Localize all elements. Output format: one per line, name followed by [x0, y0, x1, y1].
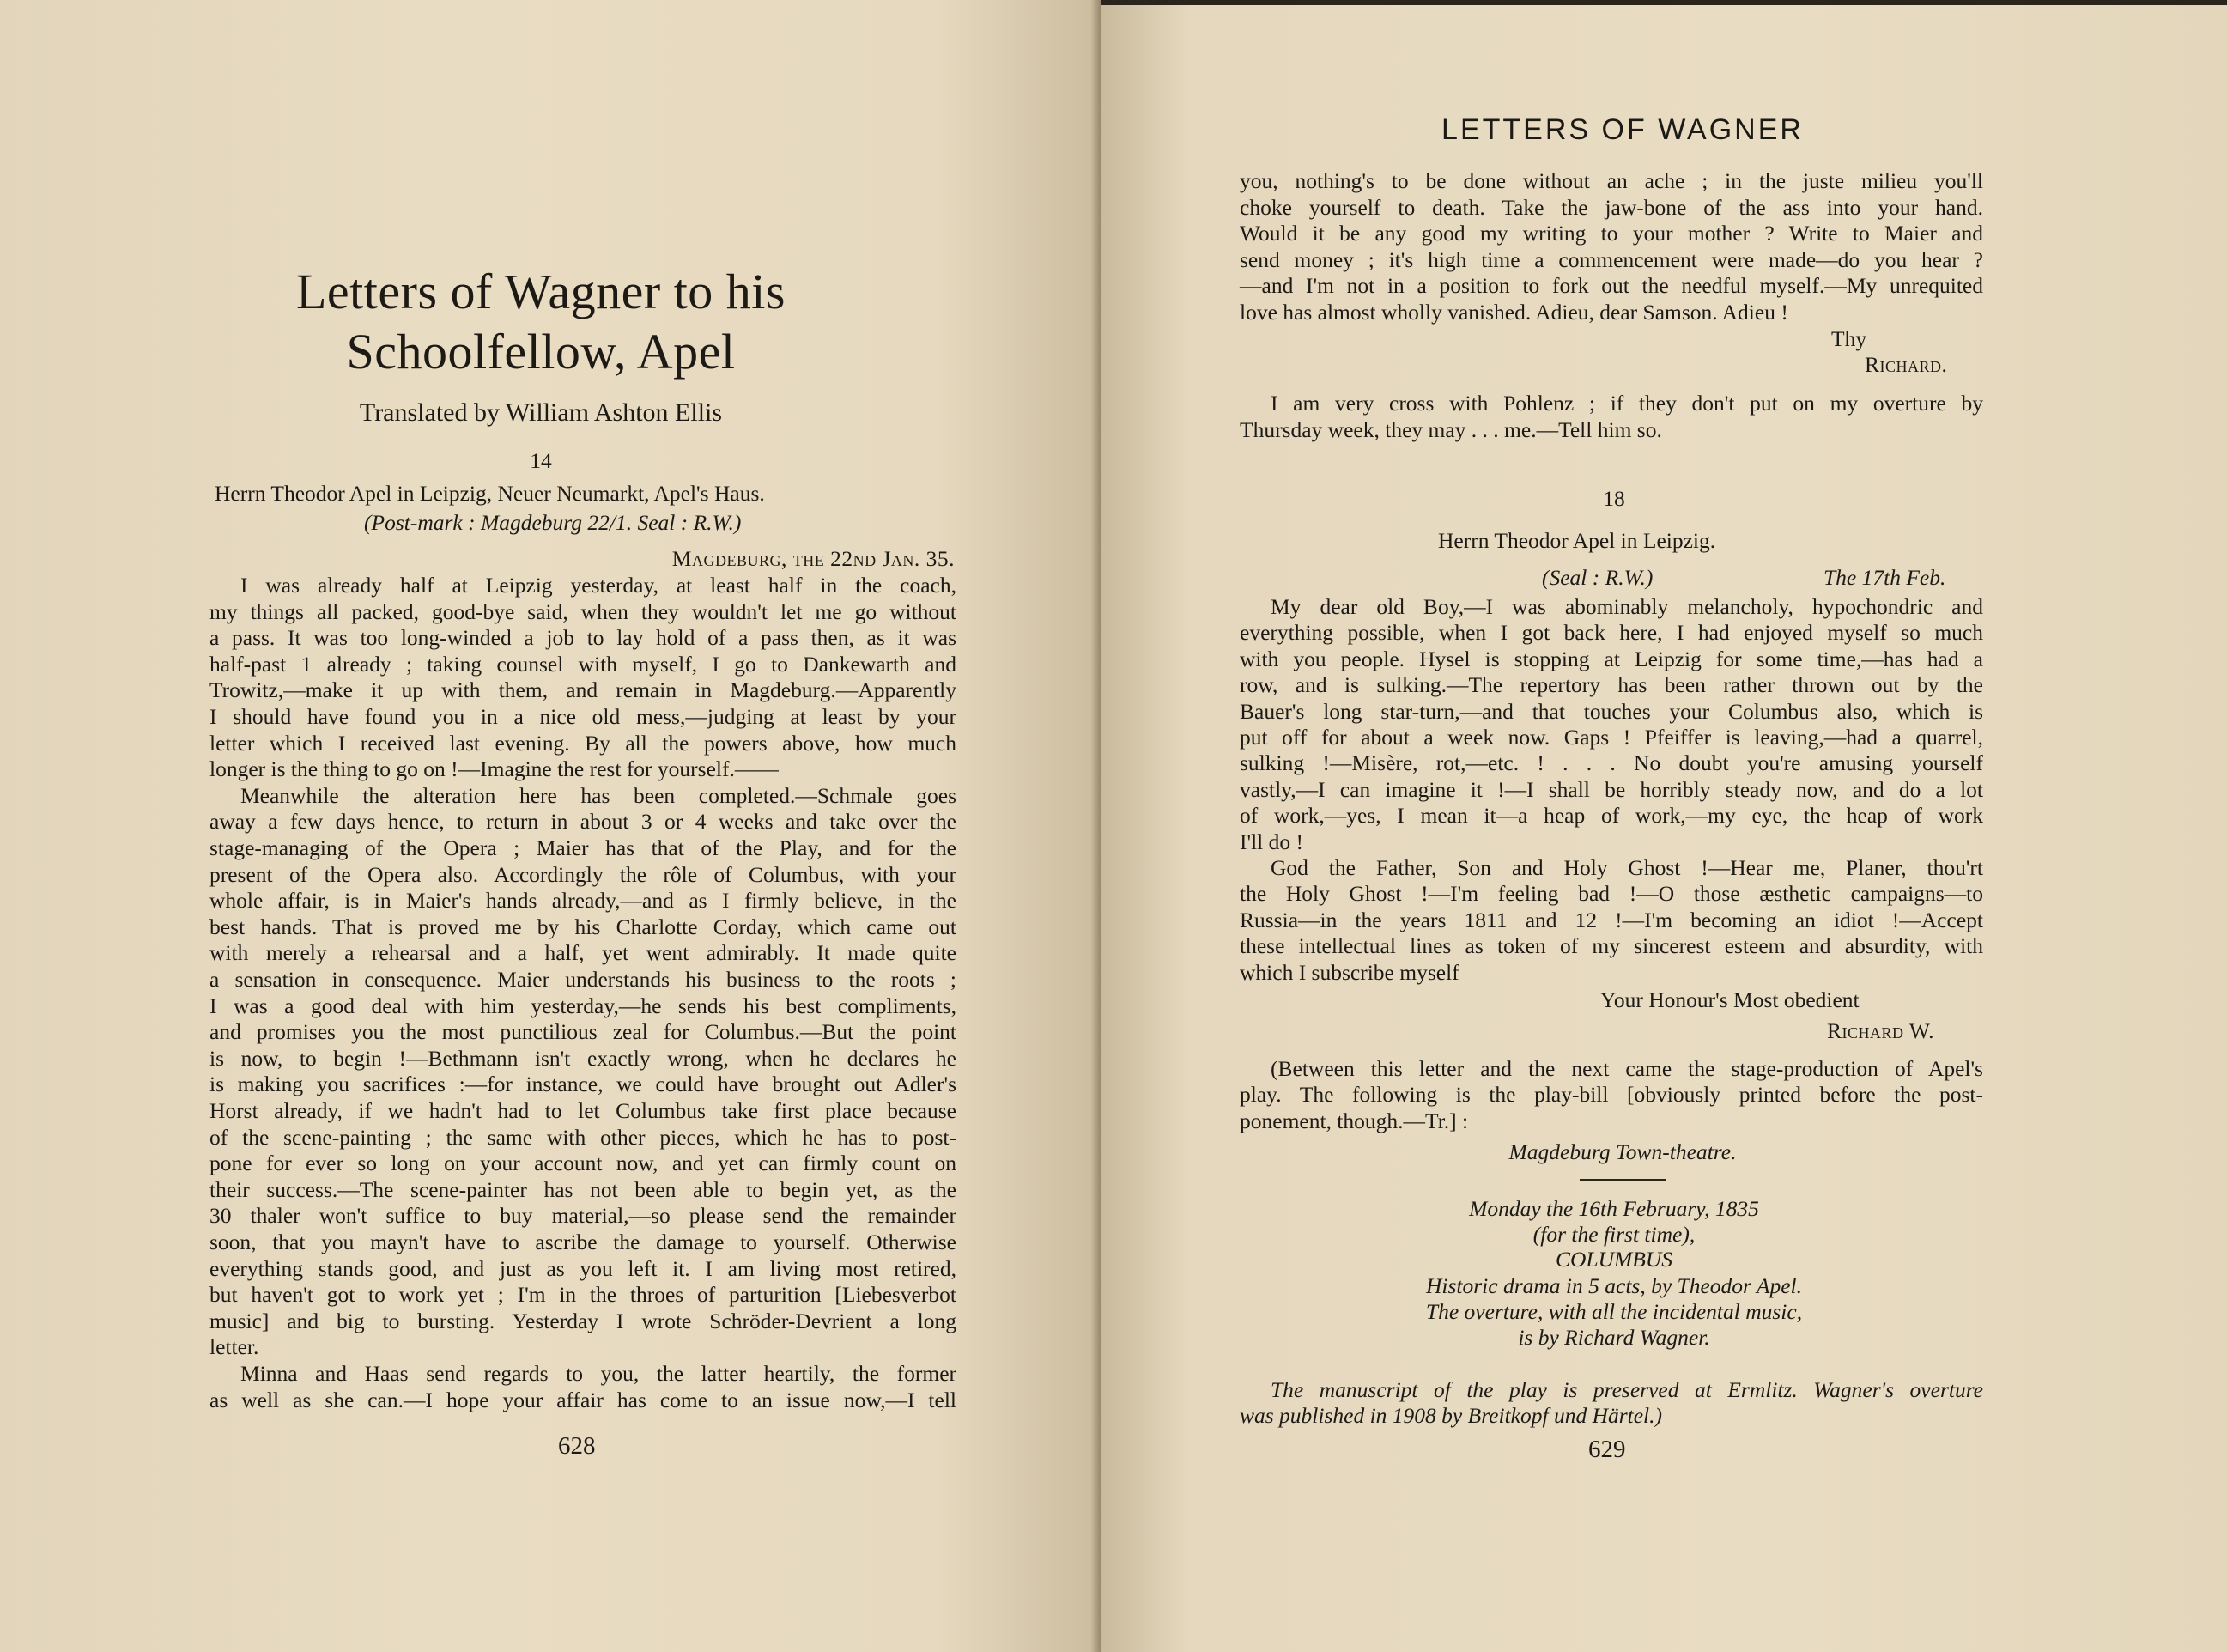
body-line: send money ; it's high time a commencement were made—do you hear ? [1240, 246, 1983, 272]
playbill-description: Historic drama in 5 acts, by Theodor Apel. [1426, 1273, 1802, 1298]
body-line: soon, that you mayn't have to ascribe the damage to yourself. Otherwise [209, 1230, 956, 1254]
letter-line: which I subscribe myself [1240, 959, 1459, 985]
postscript-line: Thursday week, they may . . . me.—Tell him so. [1240, 416, 1662, 442]
body-line: choke yourself to death. Take the jaw-bone of the ass into your hand. [1240, 194, 1983, 220]
body-line: Horst already, if we hadn't had to let Columbus take first place because [209, 1098, 956, 1123]
playbill-composer: is by Richard Wagner. [1518, 1325, 1710, 1350]
closing-obedient: Your Honour's Most obedient [1600, 987, 1860, 1012]
place-date: Magdeburg, the 22nd Jan. 35. [671, 546, 955, 571]
body-line: letter. [209, 1334, 259, 1360]
letter-line: God the Father, Son and Holy Ghost !—Hear me, Planer, thou'rt [1271, 855, 1983, 880]
body-line: present of the Opera also. Accordingly the rôle of Columbus, with your [209, 861, 956, 887]
body-line: half-past 1 already ; taking counsel with myself, I go to Dankewarth and [209, 651, 956, 677]
body-line: a pass. It was too long-winded a job to lay hold of a pass then, as it was [209, 625, 956, 651]
body-line: everything stands good, and just as you left it. I am living most retired, [209, 1255, 956, 1281]
letter-line: I'll do ! [1240, 829, 1303, 854]
body-line: you, nothing's to be done without an ache ; in the juste milieu you'll [1240, 168, 1983, 193]
letter-line: sulking !—Misère, rot,—etc. ! . . . No doubt you're amusing yourself [1240, 750, 1983, 776]
postscript-line: I am very cross with Pohlenz ; if they don't put on my overture by [1271, 391, 1983, 416]
postmark-note: (Post-mark : Magdeburg 22/1. Seal : R.W.) [364, 510, 742, 535]
title-line-2: Schoolfellow, Apel [346, 324, 736, 380]
closing-thy: Thy [1831, 326, 1867, 351]
body-line: their success.—The scene-painter has not been able to begin yet, as the [209, 1176, 956, 1202]
body-line: love has almost wholly vanished. Adieu, dear Samson. Adieu ! [1240, 300, 1788, 325]
title-line-1: Letters of Wagner to his [296, 264, 786, 319]
signature-richard: Richard. [1865, 352, 1948, 377]
letter-addressee: Herrn Theodor Apel in Leipzig, Neuer Neumarkt, Apel's Haus. [215, 481, 765, 506]
letter-line: put off for about a week now. Gaps ! Pfeiffer is leaving,—had a quarrel, [1240, 725, 1983, 750]
closing-note-line: was published in 1908 by Breitkopf und Härtel.) [1240, 1403, 1663, 1429]
playbill-overture: The overture, with all the incidental music, [1425, 1299, 1803, 1324]
body-line: away a few days hence, to return in about 3 or 4 weeks and take over the [209, 809, 956, 835]
body-line: music] and big to bursting. Yesterday I wrote Schröder-Devrient a long [209, 1308, 956, 1333]
body-line: best hands. That is proved me by his Charlotte Corday, which came out [209, 914, 956, 939]
body-line: whole affair, is in Maier's hands already,—and as I firmly believe, in the [209, 888, 956, 914]
body-line: letter which I received last evening. By all the powers above, how much [209, 730, 956, 756]
letter-addressee-18: Herrn Theodor Apel in Leipzig. [1438, 528, 1716, 553]
article-title [180, 262, 901, 382]
body-line: is now, to begin !—Bethmann isn't exactly wrong, when he declares he [209, 1045, 956, 1071]
letter-line: vastly,—I can imagine it !—I shall be horribly steady now, and do a lot [1240, 776, 1983, 802]
letter-date: The 17th Feb. [1823, 565, 1946, 590]
body-line: I was already half at Leipzig yesterday, at least half in the coach, [240, 573, 956, 598]
letter-number: 14 [530, 448, 552, 473]
body-line: Would it be any good my writing to your mother ? Write to Maier and [1240, 221, 1983, 246]
page-number-629: 629 [1588, 1436, 1626, 1463]
letter-line: My dear old Boy,—I was abominably melancholy, hypochondric and [1271, 594, 1983, 619]
letter-line: Russia—in the years 1811 and 12 !—I'm becoming an idiot !—Accept [1240, 907, 1983, 932]
seal-note: (Seal : R.W.) [1542, 565, 1654, 590]
body-line: but haven't got to work yet ; I'm in the throes of parturition [Liebesverbot [209, 1282, 956, 1308]
translator-credit: Translated by William Ashton Ellis [359, 398, 723, 427]
playbill-rule [1580, 1179, 1666, 1181]
letter-number-18: 18 [1603, 486, 1625, 511]
letter-line: the Holy Ghost !—I'm feeling bad !—O those æsthetic campaigns—to [1240, 881, 1983, 907]
body-line: is making you sacrifices :—for instance, we could have brought out Adler's [209, 1072, 956, 1097]
body-line: I should have found you in a nice old mess,—judging at least by your [209, 704, 956, 729]
playbill-date: Monday the 16th February, 1835 [1469, 1196, 1759, 1221]
letter-line: with you people. Hysel is stopping at Leipzig for some time,—has had a [1240, 646, 1983, 671]
body-line: —and I'm not in a position to fork out the needful myself.—My unrequited [1240, 273, 1983, 299]
body-line: pone for ever so long on your account now, and yet can firmly count on [209, 1151, 956, 1176]
closing-note-line: The manuscript of the play is preserved at Ermlitz. Wagner's overture [1271, 1377, 1983, 1402]
letter-line: these intellectual lines as token of my sincerest esteem and absurdity, with [1240, 933, 1983, 959]
body-line: and promises you the most punctilious zeal for Columbus.—But the point [209, 1019, 956, 1045]
body-line: my things all packed, good-bye said, when they wouldn't let me go without [209, 598, 956, 624]
body-line: stage-managing of the Opera ; Maier has that of the Play, and for the [209, 835, 956, 860]
body-line: I was a good deal with him yesterday,—he sends his best compliments, [209, 993, 956, 1018]
playbill-theatre: Magdeburg Town-theatre. [1508, 1139, 1737, 1164]
body-line: Meanwhile the alteration here has been completed.—Schmale goes [240, 782, 956, 808]
note-line: ponement, though.—Tr.] : [1240, 1108, 1469, 1133]
note-line: play. The following is the play-bill [obviously printed before the post- [1240, 1082, 1983, 1108]
playbill-first-time: (for the first time), [1532, 1222, 1696, 1247]
note-line: (Between this letter and the next came the stage-production of Apel's [1271, 1056, 1983, 1081]
letter-line: of work,—yes, I mean it—a heap of work,—my eye, the heap of work [1240, 803, 1983, 829]
playbill-title: COLUMBUS [1555, 1247, 1672, 1272]
left-page [0, 0, 1101, 1652]
body-line: longer is the thing to go on !—Imagine the rest for yourself.—— [209, 756, 779, 782]
letter-line: row, and is sulking.—The repertory has been rather thrown out by the [1240, 672, 1983, 698]
body-line: with merely a rehearsal and a half, yet went admirably. It made quite [209, 940, 956, 966]
letter-line: Bauer's long star-turn,—and that touches your Columbus also, which is [1240, 698, 1983, 724]
body-line: of the scene-painting ; the same with other pieces, which he has to post- [209, 1124, 956, 1150]
signature-richard-w: Richard W. [1827, 1018, 1935, 1043]
running-head: LETTERS OF WAGNER [1441, 113, 1804, 146]
body-line: Trowitz,—make it up with them, and remain in Magdeburg.—Apparently [209, 677, 956, 703]
body-line: a sensation in consequence. Maier understands his business to the roots ; [209, 967, 956, 992]
body-line: Minna and Haas send regards to you, the latter heartily, the former [240, 1361, 956, 1386]
body-line: 30 thaler won't suffice to buy material,—so please send the remainder [209, 1203, 956, 1229]
page-number: 628 [558, 1432, 596, 1460]
body-line: as well as she can.—I hope your affair has come to an issue now,—I tell [209, 1387, 956, 1412]
letter-line: everything possible, when I got back here, I had enjoyed myself so much [1240, 620, 1983, 646]
